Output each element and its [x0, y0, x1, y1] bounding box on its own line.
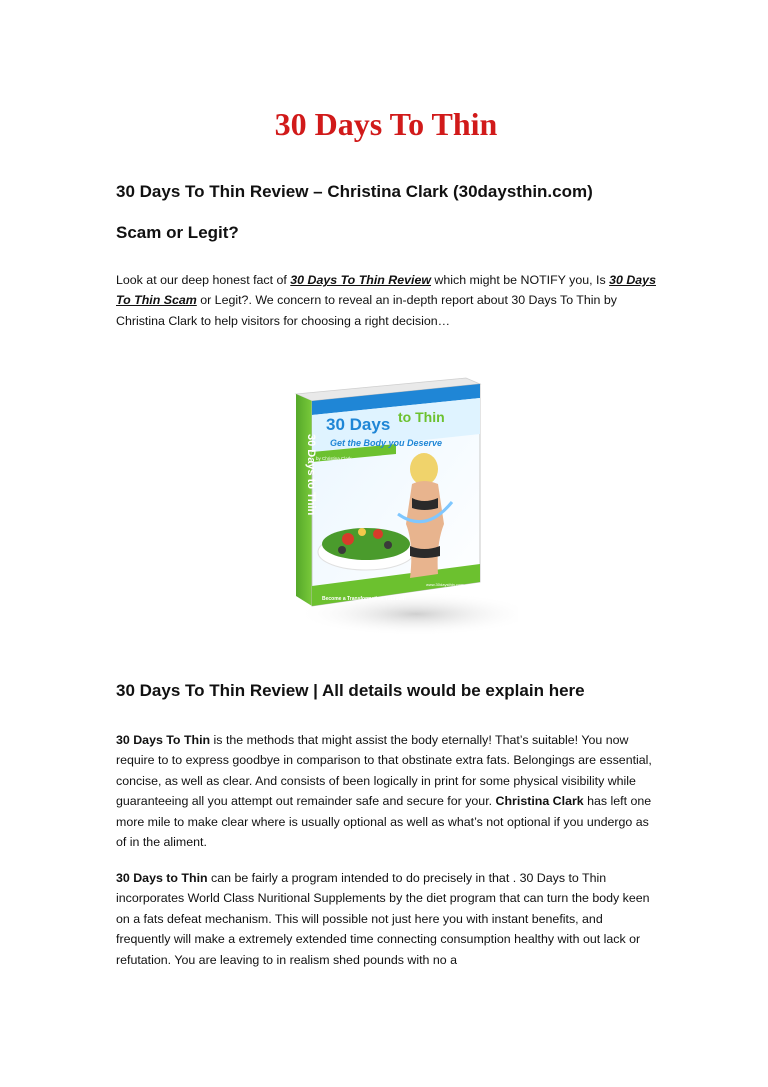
cover-site: www.30daysthin.com [426, 582, 464, 587]
methods-paragraph [116, 730, 656, 852]
review-heading: 30 Days To Thin Review – Christina Clark (30daysthin.com) [116, 182, 593, 201]
intro-text-2: which might be NOTIFY you, Is [430, 273, 610, 287]
book-cover-image [286, 374, 518, 636]
cover-title-b: to Thin [398, 409, 445, 425]
methods-text-2: has left one more mile to make clear where is usually optional as well as what’s not optional if you undergo as of in the aliment. [116, 794, 652, 850]
program-name-bold: 30 Days to Thin [116, 871, 208, 885]
program-text-1: can be fairly a program intended to do precisely in that . 30 Days to Thin incorporates World Class Nuritional Supplements by the diet program that can turn the body keen on a fats defeat mechanism. This will possible not just here you with instant benefits, and frequently will make a extremely extended time connecting consumption healthy with out lack or refutation. You are leaving to in realism shed pounds with no a [116, 871, 650, 967]
intro-paragraph [116, 270, 656, 331]
methods-text-1: is the methods that might assist the body eternally! That’s suitable! You now require to to express goodbye in comparison to that obstinate extra fats. Belongings are essential, concise, as well as clear. And consists of been logically in print for some physical visibility while guaranteeing all you attempt out remainder safe and secure for your. [116, 733, 652, 809]
product-name-bold: 30 Days To Thin [116, 733, 211, 747]
cover-bottom-band: Become a Transformation Yourself! [322, 596, 407, 602]
details-heading: 30 Days To Thin Review | All details would be explain here [116, 681, 585, 700]
cover-subtitle: Get the Body you Deserve [330, 438, 443, 448]
scam-link[interactable]: 30 Days To Thin Scam [116, 273, 656, 308]
intro-text-1: Look at our deep honest fact of [116, 273, 291, 287]
cover-author: by Christina Clark [316, 456, 352, 461]
spine-title: 30 Days to Thin [305, 434, 317, 516]
document-title: 30 Days To Thin [274, 106, 498, 142]
intro-text-3: or Legit?. We concern to reveal an in-depth report about 30 Days To Thin by Christina Clark to help visitors for choosing a right decision… [116, 293, 617, 328]
review-link[interactable]: 30 Days To Thin Review [290, 273, 431, 287]
program-paragraph [116, 868, 656, 970]
author-name-bold: Christina Clark [495, 794, 584, 809]
cover-title-a: 30 Days [326, 415, 391, 434]
scam-or-legit-heading: Scam or Legit? [116, 223, 239, 242]
